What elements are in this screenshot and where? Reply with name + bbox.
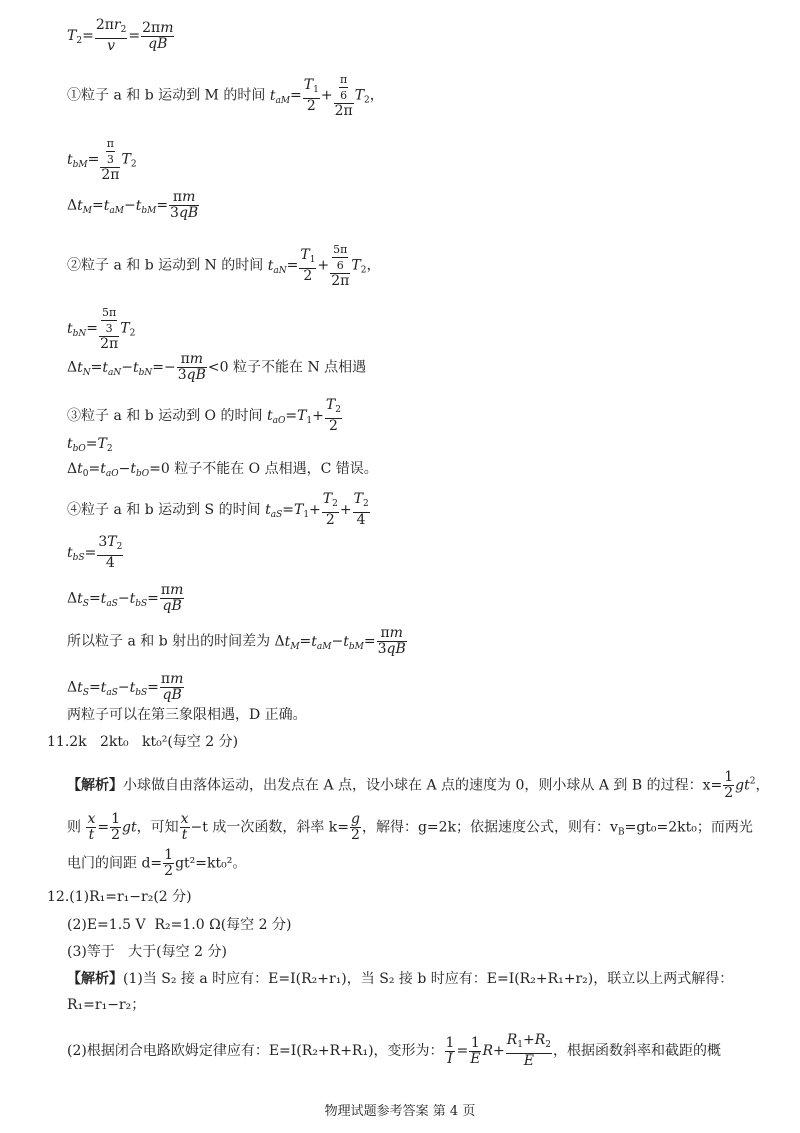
case-M: ①粒子 a 和 b 运动到 M 的时间 $t_{aM}=$ $\frac{T_1}{2}$ + $\frac{\frac{\pi}{6}}{2\pi}$ $T_2$， — [67, 73, 384, 119]
q11-a3-2: gt²=kt₀²。 — [175, 855, 247, 872]
q11-analysis-1-text: 小球做自由落体运动，出发点在 A 点，设小球在 A 点的速度为 0，则小球从 A 到 B 的过程：x= — [123, 777, 723, 794]
eq-tbN: $t_{bN}=$ $\frac{\frac{5\pi}{3}}{2\pi}$ $T_2$ — [67, 306, 136, 352]
q11-a2-5: =gt₀=2kt₀；而两光 — [624, 819, 753, 836]
q11-a3-1: 电门的间距 d= — [67, 855, 163, 872]
q11-analysis-2: 则 $\frac{x}{t}$ = $\frac{1}{2}$ gt，可知 $\frac{x}{t}$ −t 成一次函数，斜率 k= $\frac{g}{2}$ ，解得：g=2k；依据速度公式，则有：$v_B=gt_0=2kt_0$；而两光 — [67, 811, 753, 843]
q11-a2-1: 则 — [67, 819, 81, 836]
q12-answer-2: (2)E=1.5 V R₂=1.0 Ω(每空 2 分) — [67, 917, 292, 933]
conclusion-diff-text: 所以粒子 a 和 b 射出的时间差为 — [67, 633, 271, 650]
q11-analysis-3: 电门的间距 d= $\frac{1}{2}$ gt²=kt₀²。 — [67, 847, 247, 879]
eq-dtM: $\Delta t_M=t_{aM}-t_{bM}=$ $\frac{\pi m}{3qB}$ — [67, 189, 199, 221]
q12-answer-1 — [47, 890, 192, 904]
case-N: ②粒子 a 和 b 运动到 N 的时间 $t_{aN}=$ $\frac{T_1}{2}$ + $\frac{\frac{5\pi}{6}}{2\pi}$ $T_2$， — [67, 243, 381, 289]
q12-analysis-3: (2)根据闭合电路欧姆定律应有：E=I(R₂+R+R₁)，变形为： $\frac{1}{I}$ = $\frac{1}{E}$ R+ $\frac{R_1+R_2}{E}$ ，根据函数斜率和截距的概 — [67, 1032, 722, 1069]
eq-tbO: $t_{bO}=T_2$ — [67, 436, 113, 454]
eq-dt0: $\Delta t_0=t_{aO}-t_{bO}=0$ 粒子不能在 O 点相遇，C 错误。 — [67, 461, 378, 479]
q12-analysis-1 — [67, 972, 733, 986]
page-footer: 物理试题参考答案 第 4 页 — [324, 1104, 476, 1119]
q11-number: 11. — [47, 734, 70, 750]
q11-analysis-1: 【解析】小球做自由落体运动，出发点在 A 点，设小球在 A 点的速度为 0，则小球从 A 到 B 的过程：x= $\frac{1}{2}$ $gt^2$， — [67, 769, 770, 801]
q12-number: 12. — [47, 889, 70, 905]
q12-analysis-1-text: (1)当 S₂ 接 a 时应有：E=I(R₂+r₁)，当 S₂ 接 b 时应有：E=I(R₂+R₁+r₂)，联立以上两式解得： — [123, 971, 734, 987]
q11-a2-2: ，可知 — [136, 819, 179, 836]
q12-a3-2: ，根据函数斜率和截距的概 — [553, 1043, 722, 1059]
q12-answer-1-text: (1)R₁=r₁−r₂(2 分) — [69, 889, 192, 905]
analysis-tag: 【解析】 — [67, 777, 123, 794]
eq-dtS-2: $\Delta t_S=t_{aS}-t_{bS}=$ $\frac{\pi m}{qB}$ — [67, 671, 184, 703]
case-O: ③粒子 a 和 b 运动到 O 的时间 $t_{aO}=T_1+$ $\frac{T_2}{2}$ — [67, 397, 341, 434]
case-M-text: ①粒子 a 和 b 运动到 M 的时间 — [67, 87, 266, 104]
eq-dtN: $\Delta t_N=t_{aN}-t_{bN}=-$ $\frac{\pi m}{3qB}$ <0 粒子不能在 N 点相遇 — [67, 351, 367, 383]
eq-dt0-note: =0 粒子不能在 O 点相遇，C 错误。 — [149, 461, 378, 477]
q11-answer — [47, 735, 238, 749]
eq-dtS: $\Delta t_S=t_{aS}-t_{bS}=$ $\frac{\pi m}{qB}$ — [67, 582, 184, 614]
q11-answer-text: 2k 2kt₀ kt₀²(每空 2 分) — [69, 734, 239, 750]
case-N-text: ②粒子 a 和 b 运动到 N 的时间 — [67, 257, 264, 274]
analysis-tag-2: 【解析】 — [67, 971, 123, 987]
q11-a2-3: −t 成一次函数，斜率 k= — [190, 819, 349, 836]
q12-a3-1: (2)根据闭合电路欧姆定律应有：E=I(R₂+R+R₁)，变形为： — [67, 1043, 444, 1059]
q12-analysis-2: R₁=r₁−r₂； — [67, 997, 146, 1013]
q12-answer-3: (3)等于 大于(每空 2 分) — [67, 944, 227, 960]
eq-T2: $T_2=$ $\frac{2\pi r_2}{v}$ = $\frac{2\pi m}{qB}$ — [67, 17, 174, 54]
conclusion-D: 两粒子可以在第三象限相遇，D 正确。 — [67, 707, 307, 723]
eq-dtN-note: <0 粒子不能在 N 点相遇 — [207, 359, 367, 376]
eq-tbS: $t_{bS}=$ $\frac{3T_2}{4}$ — [67, 534, 123, 571]
q11-a2-4: ，解得：g=2k；依据速度公式，则有：v — [361, 819, 618, 836]
case-S: ④粒子 a 和 b 运动到 S 的时间 $t_{aS}=T_1+$ $\frac{T_2}{2}$ + $\frac{T_2}{4}$ — [67, 491, 369, 528]
conclusion-diff: 所以粒子 a 和 b 射出的时间差为 $\Delta t_M=t_{aM}-t_{bM}=$ $\frac{\pi m}{3qB}$ — [67, 625, 406, 657]
case-S-text: ④粒子 a 和 b 运动到 S 的时间 — [67, 502, 261, 518]
eq-tbM: $t_{bM}=$ $\frac{\frac{\pi}{3}}{2\pi}$ $T_2$ — [67, 137, 137, 183]
case-O-text: ③粒子 a 和 b 运动到 O 的时间 — [67, 408, 263, 424]
